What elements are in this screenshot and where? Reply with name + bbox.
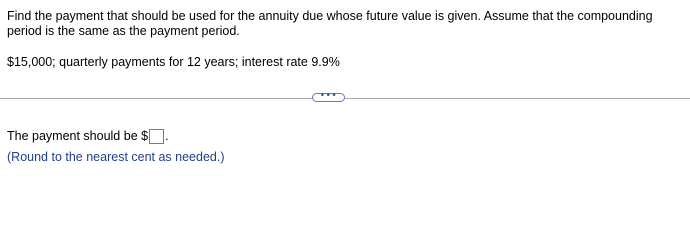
question-instruction: Find the payment that should be used for the annuity due whose future value is given. Assume that the compounding period is the same as the payment period. bbox=[7, 9, 653, 38]
rounding-hint: (Round to the nearest cent as needed.) bbox=[7, 150, 225, 164]
more-dots-icon: ••• bbox=[319, 91, 338, 101]
answer-prefix-label: The payment should be $ bbox=[7, 129, 149, 143]
answer-line bbox=[7, 128, 169, 145]
divider bbox=[0, 98, 690, 99]
answer-suffix: . bbox=[165, 129, 169, 143]
question-given-values: $15,000; quarterly payments for 12 years; interest rate 9.9% bbox=[7, 55, 340, 69]
payment-answer-input[interactable] bbox=[149, 129, 164, 144]
expand-more-button[interactable] bbox=[312, 93, 345, 102]
